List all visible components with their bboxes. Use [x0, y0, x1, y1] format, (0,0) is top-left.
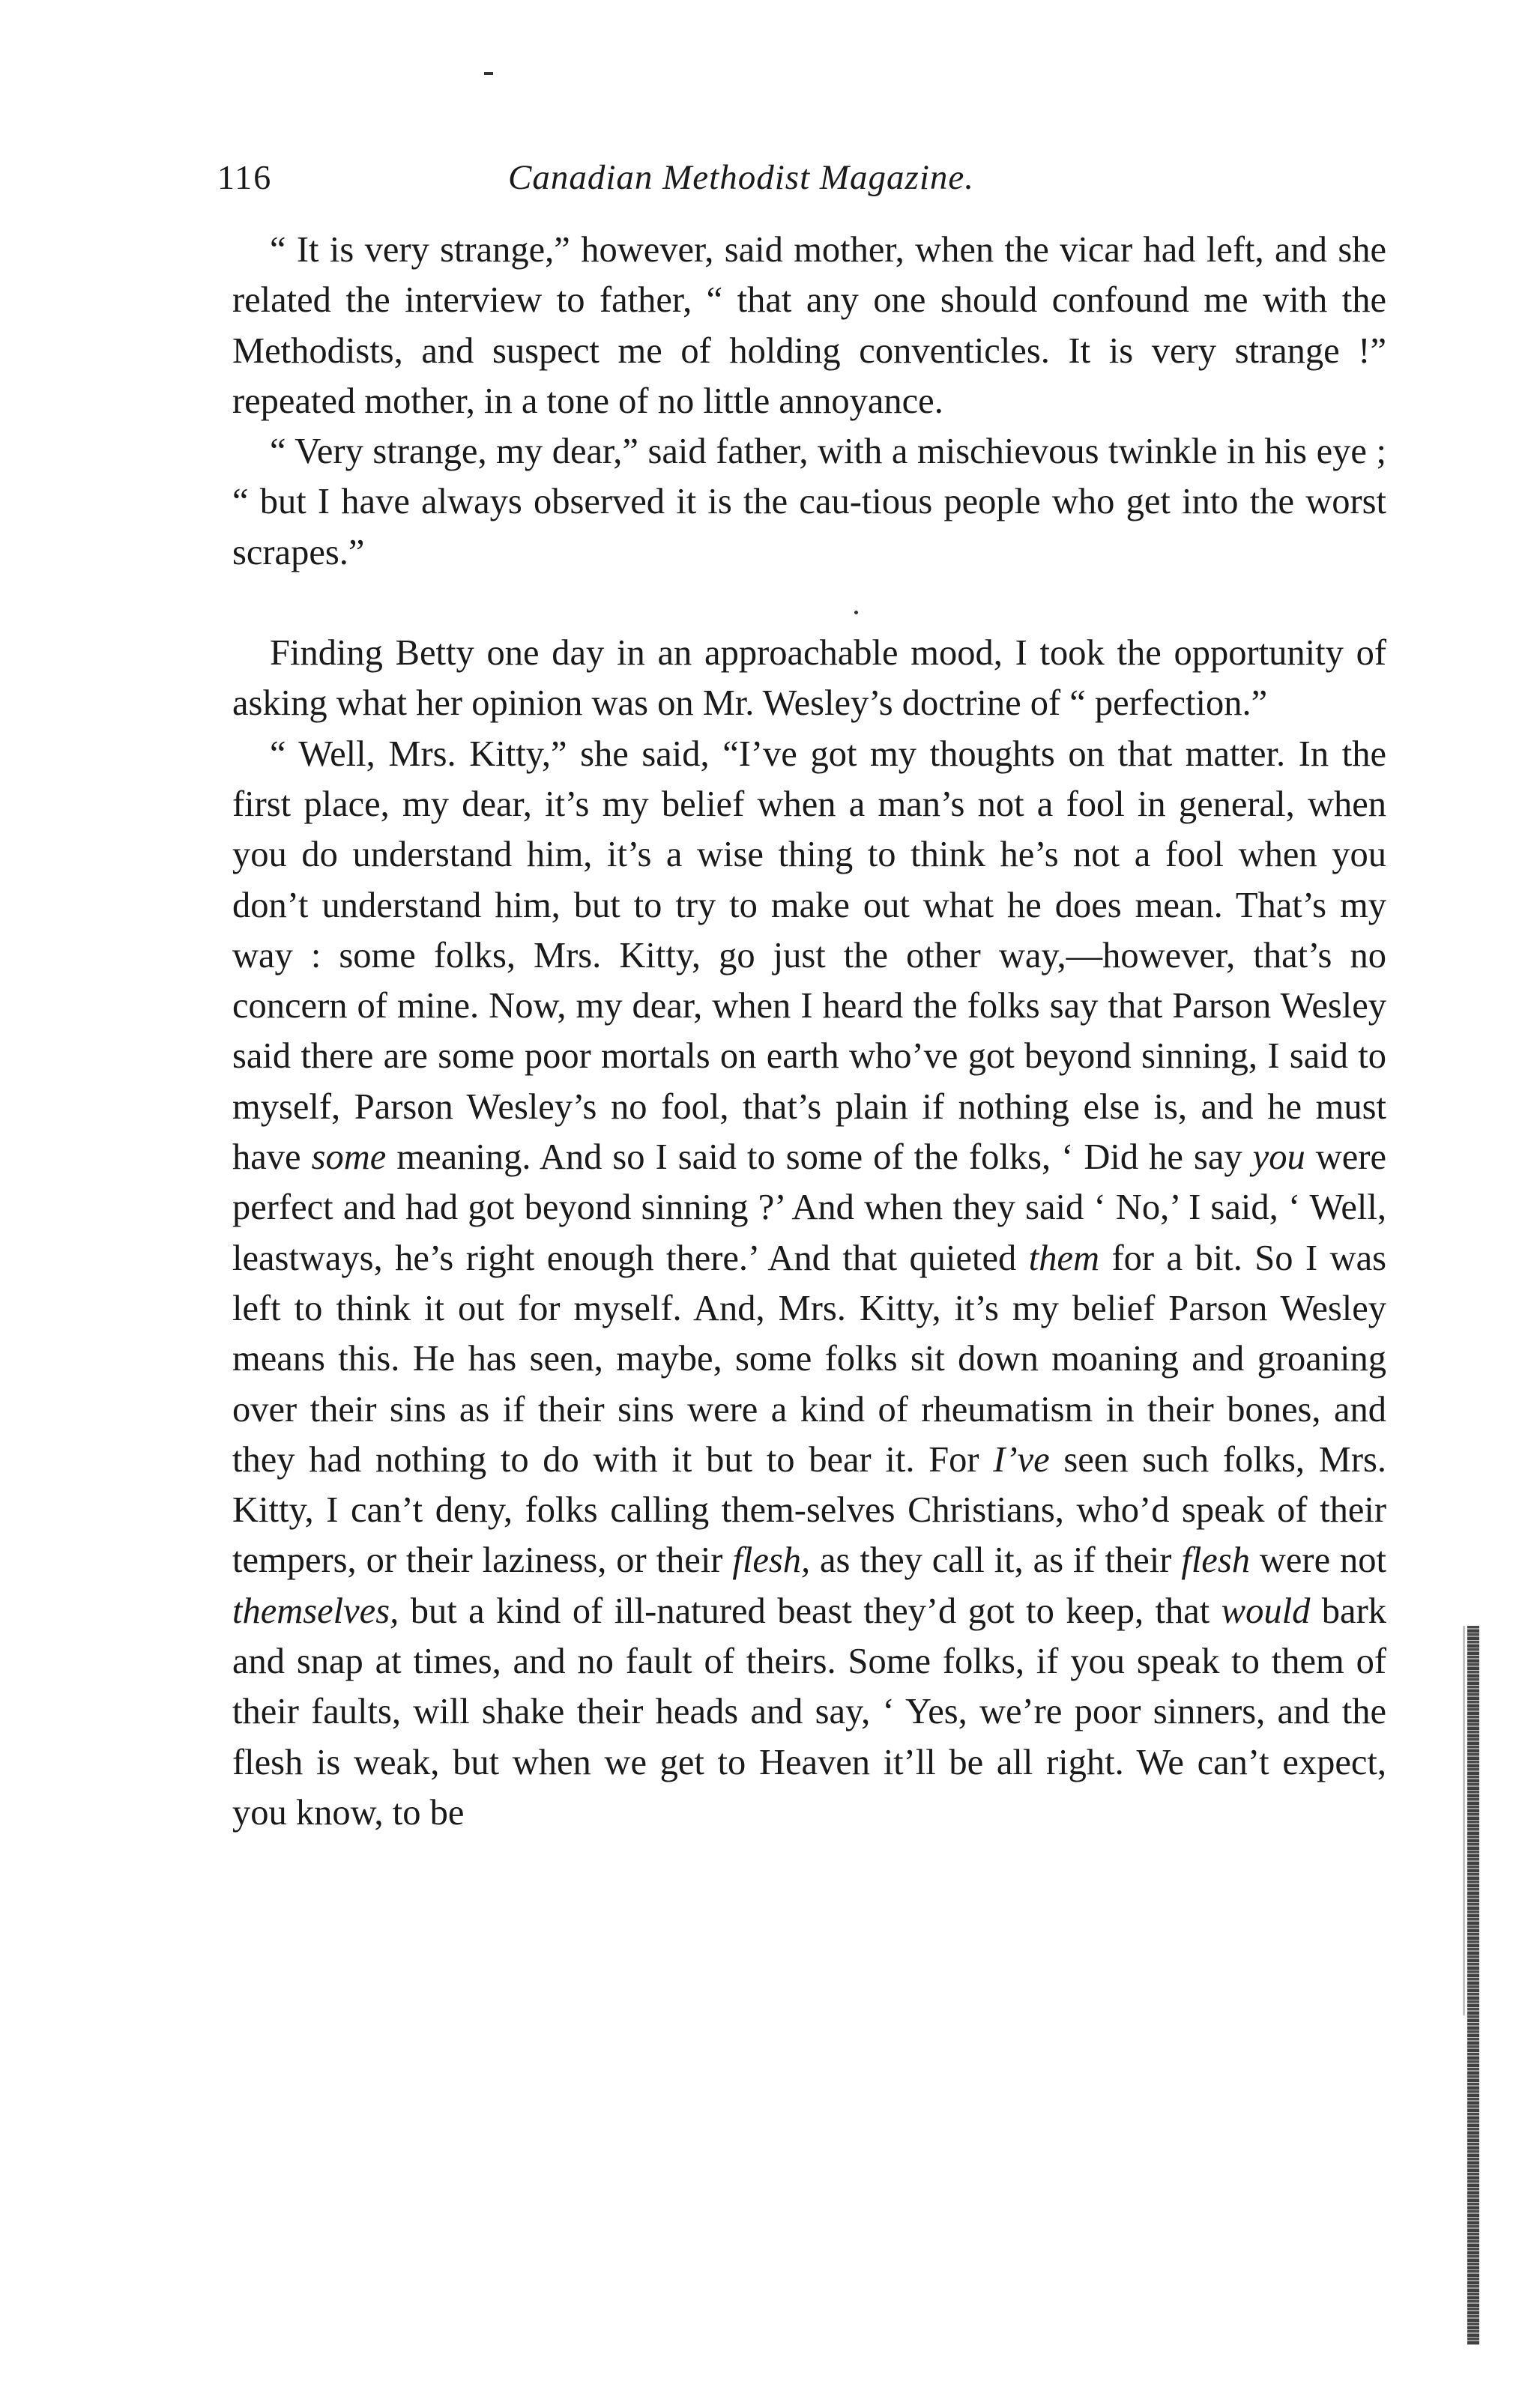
running-head: [217, 157, 1379, 202]
text-run: meaning. And so I said to some of the folks, ‘ Did he say: [386, 1137, 1253, 1178]
text-run: were perfect and had got beyond sinning ?’ And when they said ‘ No,’ I said, ‘ Well, leastways, he’s right enough there.’ And that quieted: [232, 1137, 1386, 1278]
section-break: [232, 578, 1386, 628]
text-run: for a bit. So I was left to think it out for myself. And, Mrs. Kitty, it’s my belief Parson Wesley means this. He has seen, maybe, some folks sit down moaning and groaning over their sins as if their sins were a kind of rheumatism in their bones, and they had nothing to do with it but to bear it. For: [232, 1238, 1386, 1480]
running-title: Canadian Methodist Magazine.: [508, 158, 974, 197]
paragraph: [232, 426, 1386, 578]
section-break-dot: [854, 611, 858, 614]
text-run: “ It is very strange,” however, said mother, when the vicar had left, and she related the interview to father, “ that any one should confound me with the Methodists, and suspect me of holding conventicles. It is very strange !” repeated mother, in a tone of no little annoyance.: [232, 230, 1386, 421]
emphasis-text: you: [1252, 1137, 1305, 1178]
text-run: but a kind of ill-natured beast they’d got to keep, that: [399, 1591, 1221, 1631]
ink-mark: [484, 72, 493, 75]
text-run: bark and snap at times, and no fault of theirs. Some folks, if you speak to them of their faults, will shake their heads and say, ‘ Yes, we’re poor sinners, and the flesh is weak, but when we get to Heaven it’ll be all right. We can’t expect, you know, to be: [232, 1591, 1386, 1833]
text-run: seen such folks, Mrs. Kitty, I can’t deny, folks calling them-selves Christians, who’d speak of their tempers, or their laziness, or their: [232, 1439, 1386, 1581]
text-run: “ Very strange, my dear,” said father, with a mischievous twinkle in his eye ; “ but I have always observed it is the cau-tious people who get into the worst scrapes.”: [232, 432, 1386, 572]
emphasis-text: would: [1221, 1591, 1311, 1631]
emphasis-text: themselves,: [232, 1591, 399, 1631]
text-run: as they call it, as if their: [810, 1540, 1182, 1581]
paragraph: [232, 628, 1386, 729]
page-edge-shadow: [1463, 1626, 1465, 2015]
emphasis-text: flesh: [1181, 1540, 1250, 1581]
paragraph: [232, 729, 1386, 1839]
text-run: “ Well, Mrs. Kitty,” she said, “I’ve got my thoughts on that matter. In the first place, my dear, it’s my belief when a man’s not a fool in general, when you do understand him, it’s a wise thing to think he’s not a fool when you don’t understand him, but to try to make out what he does mean. That’s my way : some folks, Mrs. Kitty, go just the other way,—however, that’s no concern of mine. Now, my dear, when I heard the folks say that Parson Wesley said there are some poor mortals on earth who’ve got beyond sinning, I said to myself, Parson Wesley’s no fool, that’s plain if nothing else is, and he must have: [232, 733, 1386, 1178]
text-run: were not: [1249, 1540, 1386, 1581]
page-edge-shadow: [1467, 1626, 1479, 2345]
emphasis-text: flesh,: [732, 1540, 811, 1581]
emphasis-text: some: [311, 1137, 387, 1178]
emphasis-text: them: [1028, 1238, 1100, 1278]
page-number: 116: [217, 158, 273, 196]
body-text: [232, 225, 1386, 1838]
paragraph: [232, 225, 1386, 426]
text-run: Finding Betty one day in an approachable mood, I took the opportunity of asking what her opinion was on Mr. Wesley’s doctrine of “ perfection.”: [232, 633, 1386, 724]
emphasis-text: I’ve: [993, 1439, 1050, 1480]
